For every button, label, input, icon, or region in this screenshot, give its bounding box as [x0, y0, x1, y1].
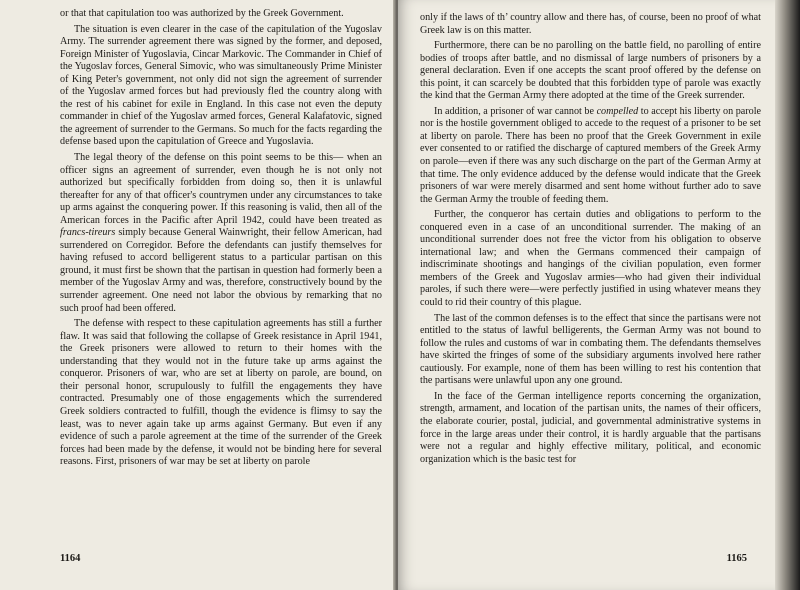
paragraph: or that that capitulation too was authorized by the Greek Government.	[60, 8, 344, 19]
page-number: 1165	[726, 553, 747, 564]
left-page-body	[60, 8, 382, 469]
paragraph	[420, 106, 761, 206]
paragraph	[60, 152, 382, 315]
italic-term: compelled	[596, 105, 639, 117]
paragraph-text: simply because General Wainwright, their fellow American, had surrendered on Corregidor. Before the defendants can justify themselves for having refused to accord belligerent status to a particular partisan on this ground, it must first be shown that the partisan in question had formerly been a member of the Yugoslav Army and was, therefore, constructively bound by the surrender agreement. One need not labor the obvious by remarking that no such proof had been offered.	[60, 227, 382, 314]
right-page	[398, 0, 775, 590]
left-page	[0, 0, 396, 590]
paragraph: only if the laws of th’ country allow and there has, of course, been no proof of what Greek law is on this matter.	[420, 12, 761, 36]
paragraph-text: The legal theory of the defense on this point seems to be this— when an officer signs an agreement of surrender, even though he is not only not authorized but specifically forbidden from doing so, then it is unlawful thereafter for any of that officer's countrymen under any circumstances to take up arms against the conquering power. If this reasoning is valid, then all of the American forces in the Pacific after April 1942, could have been treated as	[60, 152, 382, 226]
page-number: 1164	[60, 553, 81, 564]
paragraph-text: In addition, a prisoner of war cannot be	[434, 105, 594, 117]
page-edge-shadow	[775, 0, 800, 590]
paragraph: In the face of the German intelligence reports concerning the organization, strength, armament, and location of the partisan units, the names of their officers, the elaborate courier, postal, judicial, and governmental administrative systems in force in the large areas under their control, it is hardly arguable that the partisans were not a regular and highly effective military, political, and economic organization which is the basic test for	[420, 390, 761, 465]
paragraph: Further, the conqueror has certain duties and obligations to perform to the conquered even in a case of an unconditional surrender. The making of an unconditional surrender does not free the victor from his obligation to observe international law; and when the Germans commenced their campaign of indiscriminate shootings and hangings of the civilian population, even former members of the Greek and Yugoslav armies—who had given their individual paroles, if such there were—were perfectly justified in using whatever means they could to rid their country of this plague.	[420, 209, 761, 309]
paragraph: Furthermore, there can be no parolling on the battle field, no parolling of entire bodies of troops after battle, and no dismissal of large numbers of prisoners by a general declaration. Even if one accepts the scant proof offered by the defense on this point, it can scarcely be doubted that this forbidden type of parole was exactly the kind that the German Army there adopted at the time of the Greek surrender.	[420, 40, 761, 102]
paragraph: The defense with respect to these capitulation agreements has still a further flaw. It was said that following the collapse of Greek resistance in April 1941, the Greek prisoners were allowed to return to their homes with the understanding that they would not in the future take up arms against the conqueror. Prisoners of war, who are set at liberty on parole, are bound, on their personal honor, scrupulously to fulfill the engagements they have contracted. Presumably one of those engagements which the surrendered Greek soldiers contracted to fulfill, though the evidence is flimsy to say the least, was to never again take up arms against Germany. But even if any evidence of such a parole agreement at the time of the surrender of the Greek forces had been made by the defense, it would not be binding here for several reasons. First, prisoners of war may be set at liberty on parole	[60, 318, 382, 468]
paragraph: The situation is even clearer in the case of the capitulation of the Yugoslav Army. The surrender agreement there was signed by the former, and deposed, Foreign Minister of Yugoslavia, Cincar Markovic. The Commander in Chief of the Yugoslav forces, General Simovic, who was simultaneously Prime Minister of King Peter's government, not only did not sign the agreement of surrender of the Yugoslav armed forces but had previously fled the country along with the rest of his cabinet for exile in England. In this case not even the deputy commander in chief of the Yugoslav armed forces, General Kalafatovic, signed the agreement of surrender to the Germans. So much for the facts regarding the defense based upon the capitulation of Greece and Yugoslavia.	[60, 23, 382, 148]
right-page-body	[420, 12, 761, 466]
paragraph: The last of the common defenses is to the effect that since the partisans were not entitled to the status of lawful belligerents, the German Army was not bound to follow the rules and customs of war in combating them. The defendants themselves have skirted the fringes of some of the subsidiary arguments involved here rather cautiously. For example, none of them has been willing to rest his contention that the partisans were unlawful upon any one ground.	[420, 312, 761, 387]
paragraph-text: to accept his liberty on parole nor is the hostile government obliged to accede to the request of a prisoner to be set at liberty on parole. There has been no proof that the Greek Government in exile ever consented to or ratified the discharge of captured members of the Greek Army on parole—even if there was any such discharge on the part of the German Army at that time. The only evidence adduced by the defense would indicate that the Greek prisoners of war were merely disarmed and sent home without further ado to save the German Army the trouble of feeding them.	[420, 105, 762, 205]
italic-term: francs-tireurs	[60, 227, 116, 239]
